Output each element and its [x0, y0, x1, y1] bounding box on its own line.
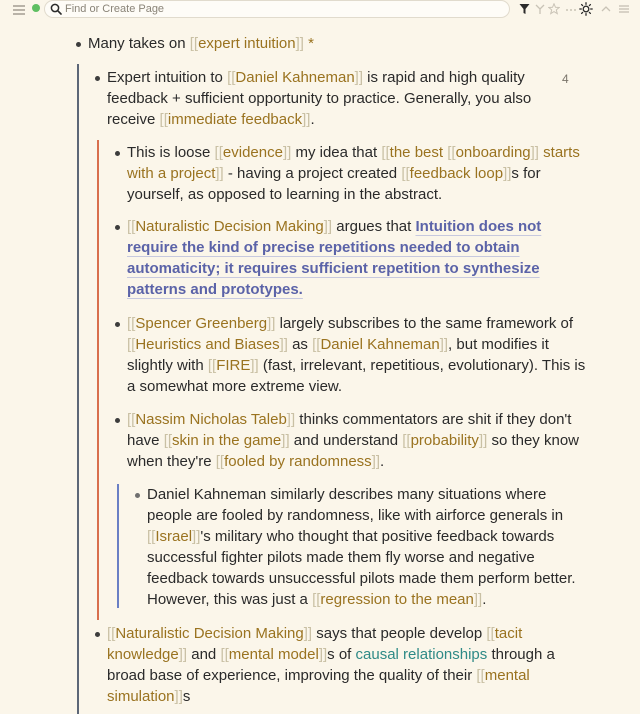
bullet[interactable] — [115, 322, 120, 327]
page-ref[interactable]: mental model — [228, 646, 319, 663]
page-ref[interactable]: FIRE — [216, 357, 251, 374]
page-ref[interactable]: the best — [389, 144, 448, 161]
bullet[interactable] — [95, 632, 100, 637]
outline-block[interactable] — [127, 409, 582, 472]
bullet[interactable] — [76, 42, 81, 47]
bullet[interactable] — [95, 76, 100, 81]
page-ref[interactable]: Spencer Greenberg — [135, 315, 268, 332]
sun-icon[interactable] — [579, 2, 593, 14]
more-icon[interactable] — [565, 3, 577, 15]
page-ref[interactable]: Daniel Kahneman — [235, 69, 355, 86]
bullet[interactable] — [115, 151, 120, 156]
star-icon[interactable] — [548, 3, 560, 15]
outline-block[interactable] — [127, 216, 557, 300]
page-ref[interactable]: Daniel Kahneman — [320, 336, 440, 353]
search-input[interactable] — [65, 2, 495, 16]
block-text[interactable]: [[Nassim Nicholas Taleb]] thinks commentators are shit if they don't have [[skin in the game]] and understand [[probability]] so they know when they're [[fooled by randomness]]. — [127, 411, 579, 470]
search-bar[interactable] — [44, 0, 510, 18]
block-text[interactable]: Daniel Kahneman similarly describes many situations where people are fooled by randomness, like with airforce generals in [[Israel]]'s military who thought that positive feedback towards successful fighter pilots made them fly worse and negative feedback towards unsuccessful pilots made them perform better. However, this was just a [[regression to the mean]]. — [147, 486, 576, 608]
page-ref[interactable]: expert intuition — [198, 35, 296, 52]
page-ref[interactable]: onboarding — [455, 144, 531, 161]
page-ref[interactable]: tacit knowledge — [107, 625, 523, 663]
bullet[interactable] — [115, 418, 120, 423]
block-text[interactable]: [[Naturalistic Decision Making]] says that people develop [[tacit knowledge]] and [[mental model]]s of causal relationships through a broad base of experience, improving the quality of their [[mental simulation]]s — [107, 625, 555, 705]
outline-guide-level3 — [117, 484, 119, 608]
block-text[interactable]: [[Spencer Greenberg]] largely subscribes to the same framework of [[Heuristics and Biases]] as [[Daniel Kahneman]], but modifies it slightly with [[FIRE]] (fast, irrelevant, repetitious, evolutionary). This is a somewhat more extreme view. — [127, 315, 586, 395]
bullet[interactable] — [135, 493, 140, 498]
outline-guide-level1 — [77, 64, 79, 714]
outline-block[interactable] — [127, 142, 582, 205]
outline-block[interactable] — [127, 313, 587, 397]
outline-block[interactable] — [107, 623, 577, 707]
page-ref[interactable]: Israel — [155, 528, 193, 545]
page-ref[interactable]: fooled by randomness — [224, 453, 372, 470]
block-text[interactable]: Many takes on [[expert intuition]] * — [88, 35, 314, 52]
outline-block[interactable] — [88, 33, 588, 54]
page-ref[interactable]: probability — [410, 432, 479, 449]
page-ref[interactable]: skin in the game — [172, 432, 282, 449]
block-text[interactable]: This is loose [[evidence]] my idea that [[the best [[onboarding]] starts with a project]] - having a project created [[feedback loop]]s for yourself, as opposed to learning in the abstract. — [127, 144, 580, 203]
outline-block[interactable] — [147, 484, 577, 610]
menu-icon[interactable] — [13, 5, 25, 15]
block-text[interactable]: Expert intuition to [[Daniel Kahneman]] is rapid and high quality feedback + sufficient opportunity to practice. Generally, you also receive [[immediate feedback]]. — [107, 69, 532, 128]
reference-count[interactable]: 4 — [562, 72, 569, 86]
bullet[interactable] — [115, 225, 120, 230]
top-bar — [0, 0, 640, 20]
page-ref[interactable]: evidence — [222, 144, 283, 161]
outline-block[interactable] — [107, 67, 567, 130]
page-ref[interactable]: immediate feedback — [167, 111, 303, 128]
page-ref[interactable]: Naturalistic Decision Making — [135, 218, 324, 235]
sidebar-icon[interactable] — [618, 3, 630, 15]
tag-link[interactable]: causal relationships — [355, 646, 488, 663]
page-ref[interactable]: regression to the mean — [320, 591, 474, 608]
outline-guide-level2 — [97, 140, 99, 620]
page-ref[interactable]: Heuristics and Biases — [135, 336, 280, 353]
block-text[interactable]: [[Naturalistic Decision Making]] argues that Intuition does not require the kind of precise repetitions needed to obtain automaticity; it requires sufficient repetition to synthesize patterns and prototypes. — [127, 218, 542, 298]
online-status-dot — [32, 4, 40, 12]
graph-icon[interactable] — [534, 3, 546, 15]
page-ref[interactable]: Naturalistic Decision Making — [115, 625, 304, 642]
page-ref[interactable]: mental simulation — [107, 667, 530, 705]
search-icon — [50, 3, 62, 15]
page-ref[interactable]: Nassim Nicholas Taleb — [135, 411, 287, 428]
chevron-icon[interactable] — [600, 3, 612, 15]
filter-icon[interactable] — [519, 3, 530, 15]
highlighted-quote: Intuition does not require the kind of precise repetitions needed to obtain automaticity; it requires sufficient repetition to synthesize patterns and prototypes. — [127, 218, 542, 298]
page-ref[interactable]: feedback loop — [409, 165, 504, 182]
